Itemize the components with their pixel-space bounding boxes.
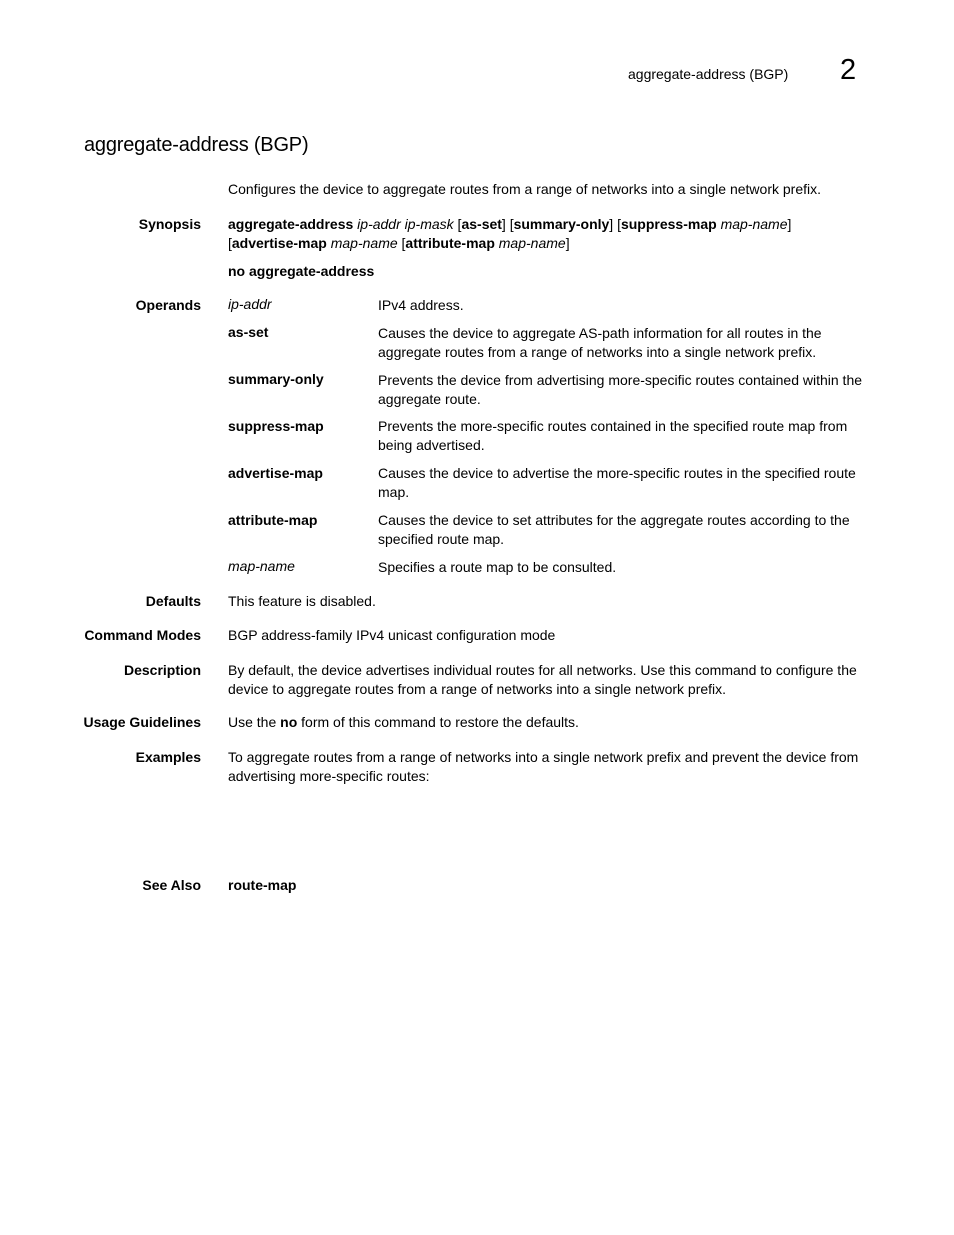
running-header-title: aggregate-address (BGP) <box>628 66 789 82</box>
operand-term: attribute-map <box>228 512 318 528</box>
description-text: By default, the device advertises individual routes for all networks. Use this command to configure the device to aggregate routes from a range of networks into a single network prefix. <box>228 662 857 697</box>
operand-description: Causes the device to advertise the more-specific routes in the specified route map. <box>378 465 856 500</box>
description-label: Description <box>123 662 201 678</box>
operand-term: ip-addr <box>228 296 272 312</box>
usage-text-after: form of this command to restore the defaults. <box>297 714 579 730</box>
operand-term: advertise-map <box>228 465 323 481</box>
chapter-number: 2 <box>840 54 857 86</box>
synopsis-ip-mask: ip-mask <box>404 216 454 232</box>
operand-description: Specifies a route map to be consulted. <box>378 559 617 575</box>
command-modes-text: BGP address-family IPv4 unicast configuration mode <box>228 627 556 643</box>
see-also-label: See Also <box>142 877 201 893</box>
synopsis-advertise-map: advertise-map <box>231 234 327 251</box>
see-also-link[interactable]: route-map <box>228 877 297 893</box>
command-modes-label: Command Modes <box>84 627 201 643</box>
synopsis-map-name: map-name <box>498 234 566 251</box>
synopsis-map-name: map-name <box>330 234 398 251</box>
operand-term: summary-only <box>228 371 324 387</box>
synopsis-summary-only: summary-only <box>513 216 610 232</box>
summary-text: Configures the device to aggregate routes from a range of networks into a single network prefix. <box>228 181 821 197</box>
operand-term: suppress-map <box>228 418 324 434</box>
operand-term: map-name <box>228 558 295 574</box>
usage-guidelines-label: Usage Guidelines <box>83 714 201 730</box>
examples-text: To aggregate routes from a range of networks into a single network prefix and prevent the device from advertising more-specific routes: <box>228 749 859 784</box>
synopsis-command: aggregate-address <box>228 216 354 232</box>
synopsis-suppress-map: suppress-map <box>620 216 717 232</box>
operand-description: Prevents the device from advertising more-specific routes contained within the aggregate route. <box>378 372 863 407</box>
operand-term: as-set <box>228 324 269 340</box>
defaults-label: Defaults <box>145 593 201 609</box>
usage-keyword-no: no <box>280 714 298 730</box>
usage-guidelines-text <box>228 713 873 732</box>
synopsis-map-name: map-name <box>720 216 788 232</box>
synopsis-attribute-map: attribute-map <box>405 234 495 251</box>
examples-label: Examples <box>135 749 201 765</box>
operand-description: Causes the device to aggregate AS-path information for all routes in the aggregate routes from a range of networks into a single network prefix. <box>378 325 822 360</box>
usage-text-before: Use the <box>228 714 281 730</box>
synopsis-as-set: as-set <box>461 216 502 232</box>
operand-description: Prevents the more-specific routes contained in the specified route map from being advertised. <box>378 418 848 453</box>
defaults-text: This feature is disabled. <box>228 593 376 609</box>
synopsis-text: aggregate-address ip-addr ip-mask [as-set] [summary-only] [suppress-map map-name] [advertise-map map-name [attribute-map map-name] <box>228 216 792 251</box>
operands-label: Operands <box>135 297 201 313</box>
synopsis-label: Synopsis <box>138 216 201 232</box>
operand-description: IPv4 address. <box>378 297 464 313</box>
synopsis-ip-addr: ip-addr <box>357 216 401 232</box>
operand-description: Causes the device to set attributes for the aggregate routes according to the specified route map. <box>378 512 850 547</box>
synopsis-no-form: no aggregate-address <box>228 263 375 279</box>
page-title: aggregate-address (BGP) <box>84 134 309 156</box>
